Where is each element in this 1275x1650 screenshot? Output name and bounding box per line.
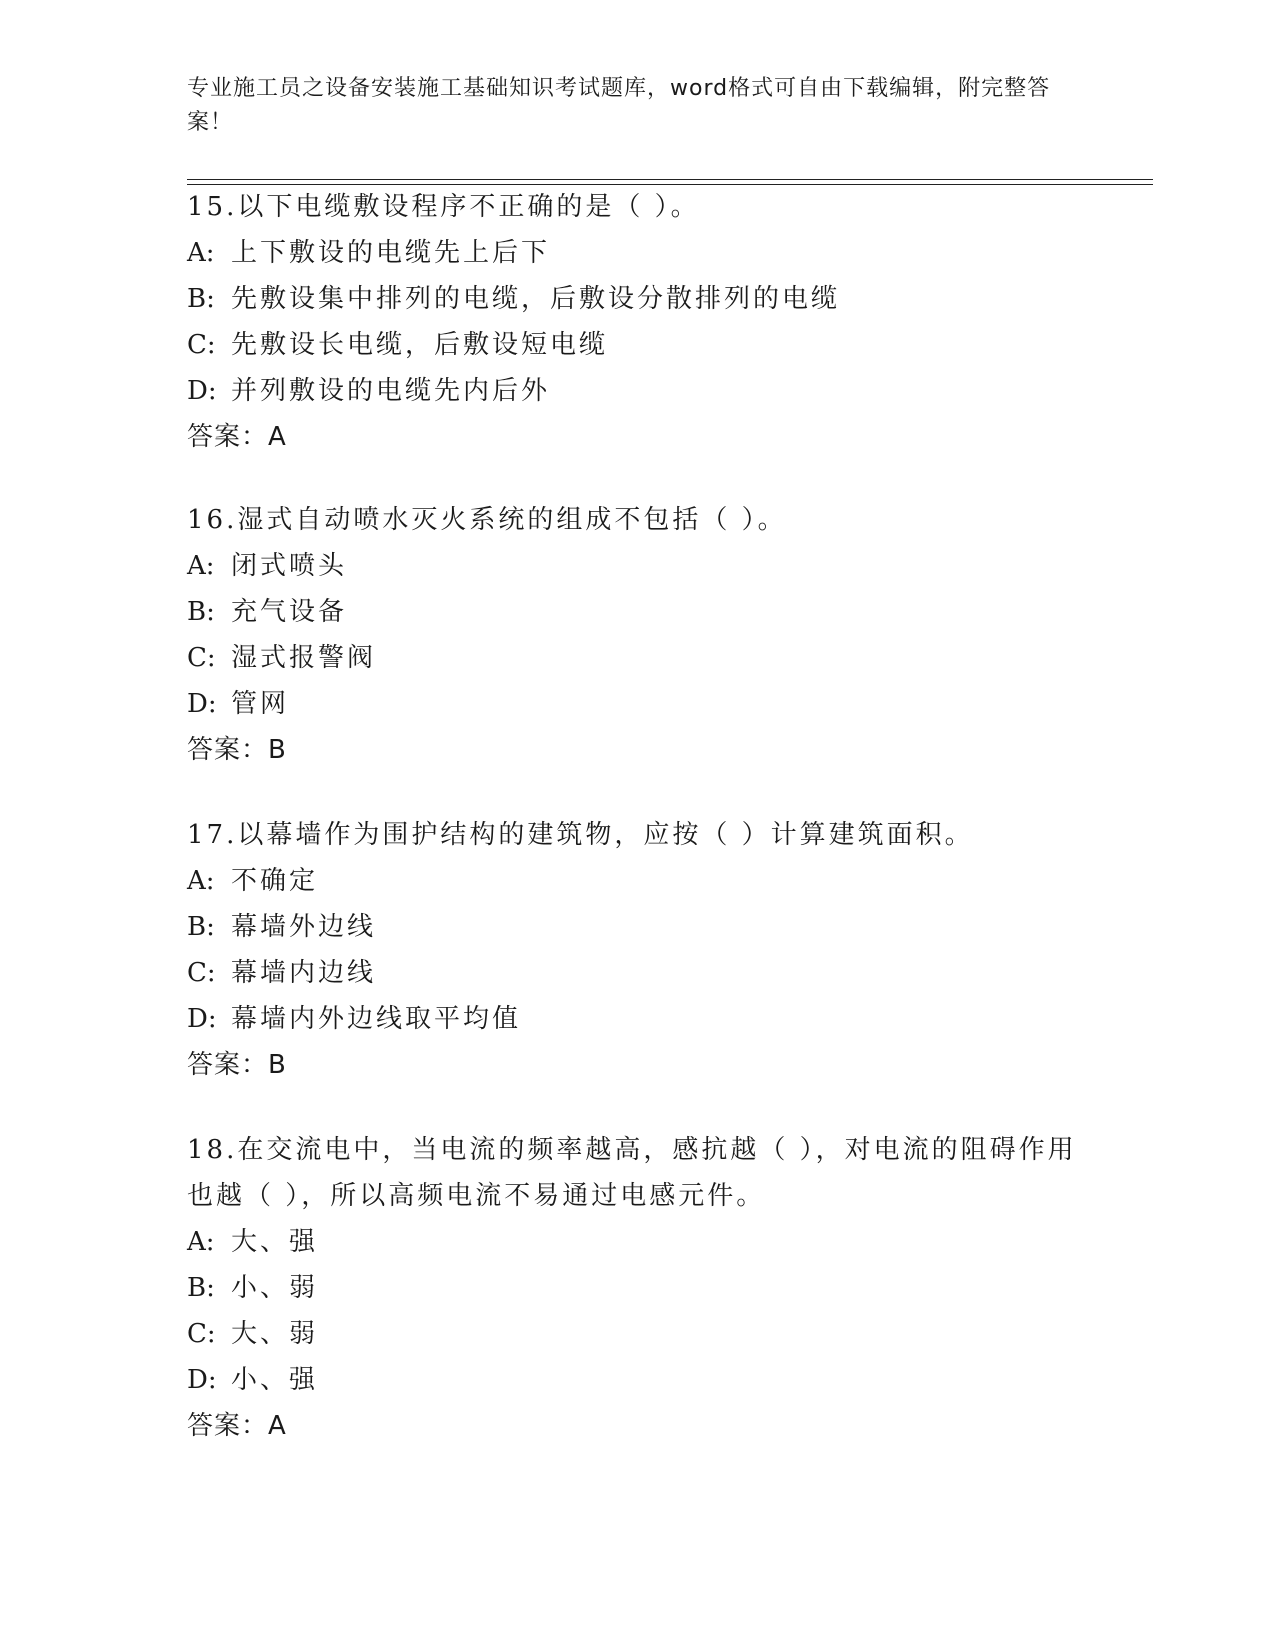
option-text: 小、强 [231,1365,319,1395]
option-letter: B: [187,912,215,942]
option-letter: C: [187,643,216,673]
option-text: 先敷设长电缆，后敷设短电缆 [231,330,609,360]
option-letter: A: [187,866,215,896]
answer-line: 答案：A [187,422,287,452]
answer-line: 答案：B [187,1050,287,1080]
answer-line: 答案：A [187,1411,287,1441]
option-letter: A: [187,238,215,268]
option-letter: B: [187,284,215,314]
option-text: 闭式喷头 [231,551,348,581]
option-letter: C: [187,330,216,360]
question-18 [187,1127,1077,1449]
option-letter: B: [187,1273,215,1303]
option-a [187,1219,1077,1265]
answer-line: 答案：B [187,735,287,765]
option-b [187,276,1077,322]
option-d [187,996,1077,1042]
option-text: 大、强 [231,1227,319,1257]
option-text: 先敷设集中排列的电缆，后敷设分散排列的电缆 [231,284,841,314]
option-b [187,589,1077,635]
option-c [187,1311,1077,1357]
option-text: 幕墙内边线 [231,958,377,988]
option-letter: C: [187,1319,216,1349]
option-d [187,1357,1077,1403]
option-letter: A: [187,551,215,581]
option-letter: D: [187,1004,217,1034]
option-d [187,681,1077,727]
question-16 [187,497,1077,773]
option-text: 湿式报警阀 [231,643,377,673]
option-letter: B: [187,597,215,627]
option-c [187,635,1077,681]
option-a [187,543,1077,589]
header-divider-top [187,179,1153,180]
option-c [187,950,1077,996]
option-letter: D: [187,1365,217,1395]
question-stem: 17.以幕墙作为围护结构的建筑物，应按（ ）计算建筑面积。 [187,820,974,850]
question-stem: 18.在交流电中，当电流的频率越高，感抗越（ ），对电流的阻碍作用也越（ ），所以高频电流不易通过电感元件。 [187,1135,1077,1211]
option-letter: A: [187,1227,215,1257]
option-a [187,858,1077,904]
question-stem: 16.湿式自动喷水灭火系统的组成不包括（ ）。 [187,505,787,535]
option-c [187,322,1077,368]
option-text: 幕墙内外边线取平均值 [231,1004,522,1034]
option-letter: D: [187,376,217,406]
option-text: 上下敷设的电缆先上后下 [231,238,551,268]
document-header: 专业施工员之设备安装施工基础知识考试题库，word格式可自由下载编辑，附完整答案！ [187,76,1051,135]
question-stem: 15.以下电缆敷设程序不正确的是（ ）。 [187,192,700,222]
option-d [187,368,1077,414]
option-b [187,904,1077,950]
question-15 [187,184,1077,460]
question-17 [187,812,1077,1088]
option-text: 幕墙外边线 [231,912,377,942]
option-text: 管网 [231,689,290,719]
option-text: 大、弱 [231,1319,319,1349]
option-a [187,230,1077,276]
option-text: 充气设备 [231,597,348,627]
option-text: 不确定 [231,866,319,896]
option-text: 并列敷设的电缆先内后外 [231,376,551,406]
option-text: 小、弱 [231,1273,319,1303]
option-letter: C: [187,958,216,988]
option-b [187,1265,1077,1311]
option-letter: D: [187,689,217,719]
